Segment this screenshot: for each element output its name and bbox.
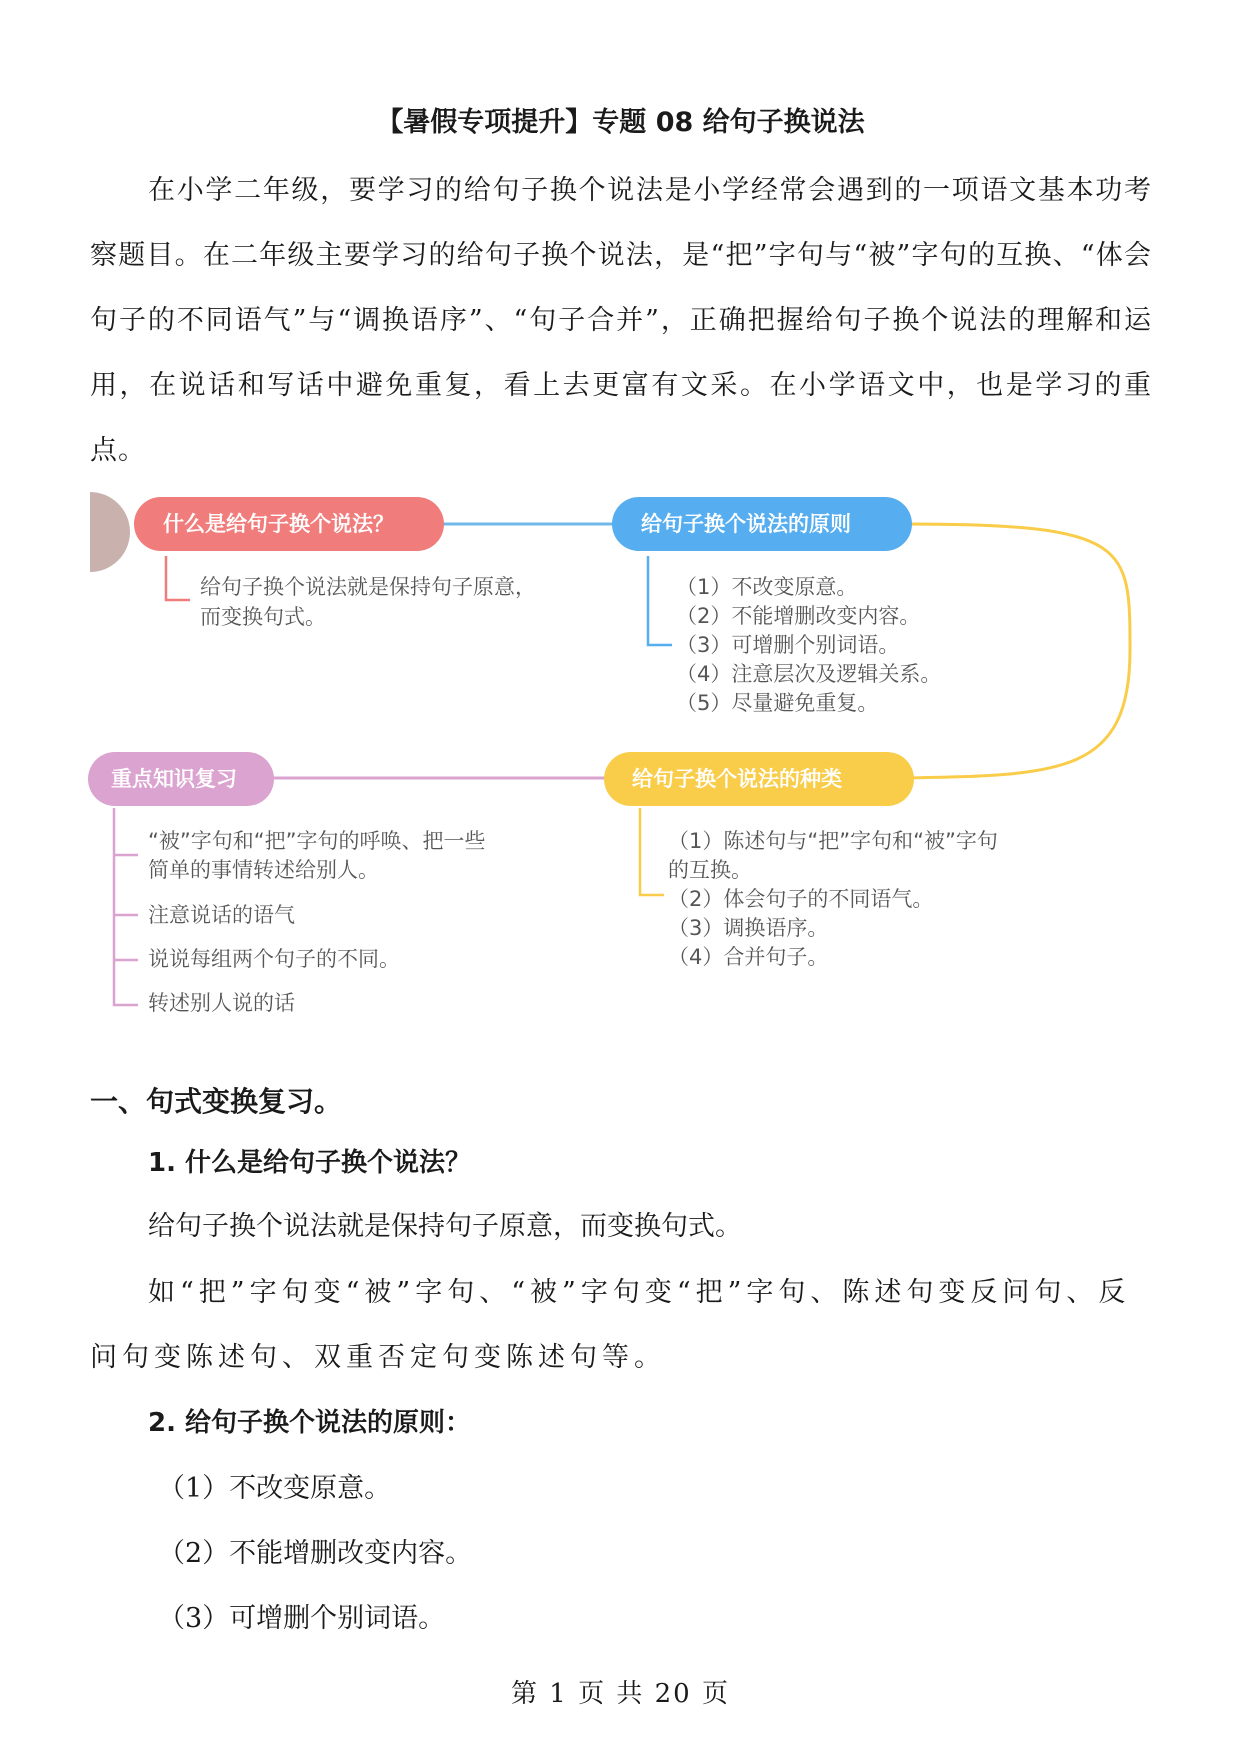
principle-list-item: （1）不改变原意。 (158, 1473, 392, 1504)
intro-paragraph: 在小学二年级，要学习的给句子换个说法是小学经常会遇到的一项语文基本功考察题目。在二年级主要学习的给句子换个说法，是“把”字句与“被”字句的互换、“体会句子的不同语气”与“调换语序”、“句子合并”，正确把握给句子换个说法的理解和运用，在说话和写话中避免重复，看上去更富有文采。在小学语文中，也是学习的重点。 (90, 175, 1152, 466)
principle-item: （3）可增删个别词语。 (676, 633, 900, 657)
principle-list-item: （2）不能增删改变内容。 (158, 1538, 473, 1569)
principle-list-item: （3）可增删个别词语。 (158, 1603, 446, 1634)
principle-item: （5）尽量避免重复。 (676, 691, 879, 715)
type-item: 的互换。 (668, 858, 752, 882)
principle-item: （2）不能增删改变内容。 (676, 604, 921, 628)
review-item: 简单的事情转述给别人。 (148, 858, 379, 882)
page-footer: 第 1 页 共 20 页 (511, 1679, 730, 1709)
what-line: 而变换句式。 (200, 605, 326, 629)
decorative-circle (90, 492, 130, 572)
node-review-label: 重点知识复习 (111, 767, 237, 791)
type-item: （3）调换语序。 (668, 916, 829, 940)
review-item: 转述别人说的话 (148, 991, 295, 1015)
type-item: （1）陈述句与“把”字句和“被”字句 (668, 829, 998, 853)
node-what-label: 什么是给句子换个说法？ (163, 512, 394, 536)
question-1-heading: 1. 什么是给句子换个说法？ (148, 1148, 472, 1178)
type-item: （4）合并句子。 (668, 945, 829, 969)
section-heading: 一、句式变换复习。 (90, 1085, 343, 1118)
principle-item: （4）注意层次及逻辑关系。 (676, 662, 942, 686)
document-title: 【暑假专项提升】专题 08 给句子换说法 (376, 107, 865, 138)
review-item: 注意说话的语气 (148, 903, 295, 927)
question-1-answer: 给句子换个说法就是保持句子原意，而变换句式。 (148, 1211, 742, 1242)
node-types-label: 给句子换个说法的种类 (632, 767, 842, 791)
principle-item: （1）不改变原意。 (676, 575, 858, 599)
question-1-example: 如“把”字句变“被”字句、“被”字句变“把”字句、陈述句变反问句、反问句变陈述句、双重否定句变陈述句等。 (90, 1277, 1131, 1373)
what-line: 给句子换个说法就是保持句子原意， (200, 575, 536, 599)
type-item: （2）体会句子的不同语气。 (668, 887, 934, 911)
question-2-heading: 2. 给句子换个说法的原则： (148, 1408, 472, 1438)
review-item: “被”字句和“把”字句的呼唤、把一些 (148, 829, 486, 853)
node-principles-label: 给句子换个说法的原则 (641, 512, 851, 536)
review-item: 说说每组两个句子的不同。 (148, 947, 400, 971)
